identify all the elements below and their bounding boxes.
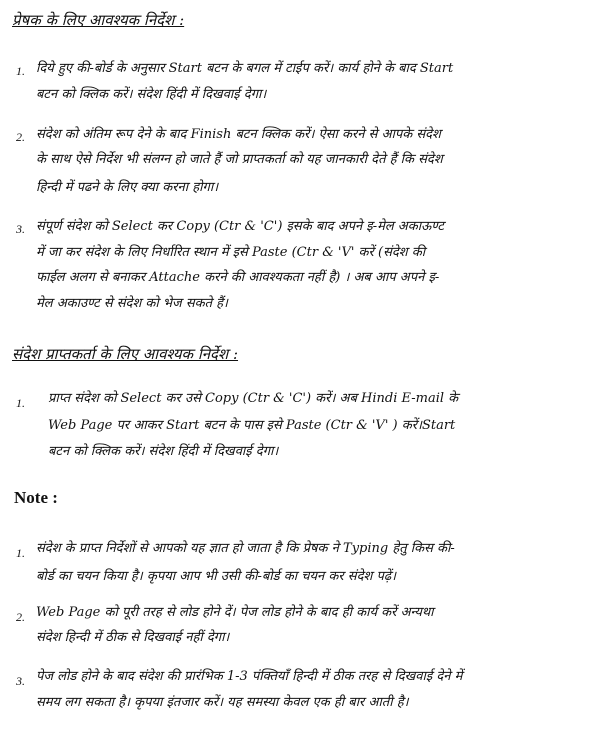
instruction-line: संदेश के प्राप्त निर्देशों से आपको यह ज्ञात हो जाता है कि प्रेषक ने Typing हेतु किस की- [36, 541, 455, 556]
item-number: 3. [16, 674, 25, 688]
item-number: 2. [16, 130, 25, 144]
instruction-line: बटन को क्लिक करें। संदेश हिंदी में दिखवाई देगा। [48, 444, 279, 459]
item-number: 2. [16, 610, 25, 624]
instruction-line: बोर्ड का चयन किया है। कृपया आप भी उसी की-बोर्ड का चयन कर संदेश पढ़ें। [36, 569, 397, 584]
instruction-line: बटन को क्लिक करें। संदेश हिंदी में दिखवाई देगा। [36, 87, 267, 102]
sender-instructions-heading: प्रेषक के लिए आवश्यक निर्देश : [12, 11, 185, 29]
item-number: 1. [16, 64, 25, 78]
instruction-line: समय लग सकता है। कृपया इंतजार करें। यह समस्या केवल एक ही बार आती है। [36, 695, 409, 710]
instruction-line: हिन्दी में पढने के लिए क्या करना होगा। [36, 180, 219, 195]
instruction-line: संदेश को अंतिम रूप देने के बाद Finish बटन क्लिक करें। ऐसा करने से आपके संदेश [36, 127, 441, 142]
instruction-line: Web Page पर आकर Start बटन के पास इसे Paste (Ctr & 'V' ) करें।Start [48, 418, 456, 433]
instruction-line: पेज लोड होने के बाद संदेश की प्रारंभिक 1-3 पंक्तियाँ हिन्दी में ठीक तरह से दिखवाई देने में [36, 669, 463, 684]
instruction-line: संपूर्ण संदेश को Select कर Copy (Ctr & 'C') इसके बाद अपने इ-मेल अकाऊण्ट [36, 219, 444, 234]
item-number: 1. [16, 396, 25, 410]
note-heading: Note : [14, 488, 58, 507]
item-number: 1. [16, 546, 25, 560]
instruction-line: प्राप्त संदेश को Select कर उसे Copy (Ctr & 'C') करें। अब Hindi E-mail के [48, 391, 459, 406]
instruction-line: संदेश हिन्दी में ठीक से दिखवाई नहीं देगा। [36, 630, 230, 645]
instruction-line: के साथ ऐसे निर्देश भी संलग्न हो जाते हैं जो प्राप्तकर्ता को यह जानकारी देते हैं कि संदेश [36, 152, 443, 167]
instruction-line: मेल अकाउण्ट से संदेश को भेज सकते हैं। [36, 296, 228, 311]
instruction-line: फाईल अलग से बनाकर Attache करने की आवश्यकता नहीं है) । अब आप अपने इ- [36, 270, 440, 285]
item-number: 3. [16, 222, 25, 236]
instruction-line: में जा कर संदेश के लिए निर्धारित स्थान में इसे Paste (Ctr & 'V' करें (संदेश की [36, 245, 426, 260]
instruction-line: दिये हुए की-बोर्ड के अनुसार Start बटन के बगल में टाईप करें। कार्य होने के बाद Start [36, 61, 454, 76]
recipient-instructions-heading: संदेश प्राप्तकर्ता के लिए आवश्यक निर्देश : [12, 345, 239, 363]
instruction-line: Web Page को पूरी तरह से लोड होने दें। पेज लोड होने के बाद ही कार्य करें अन्यथा [36, 605, 434, 620]
